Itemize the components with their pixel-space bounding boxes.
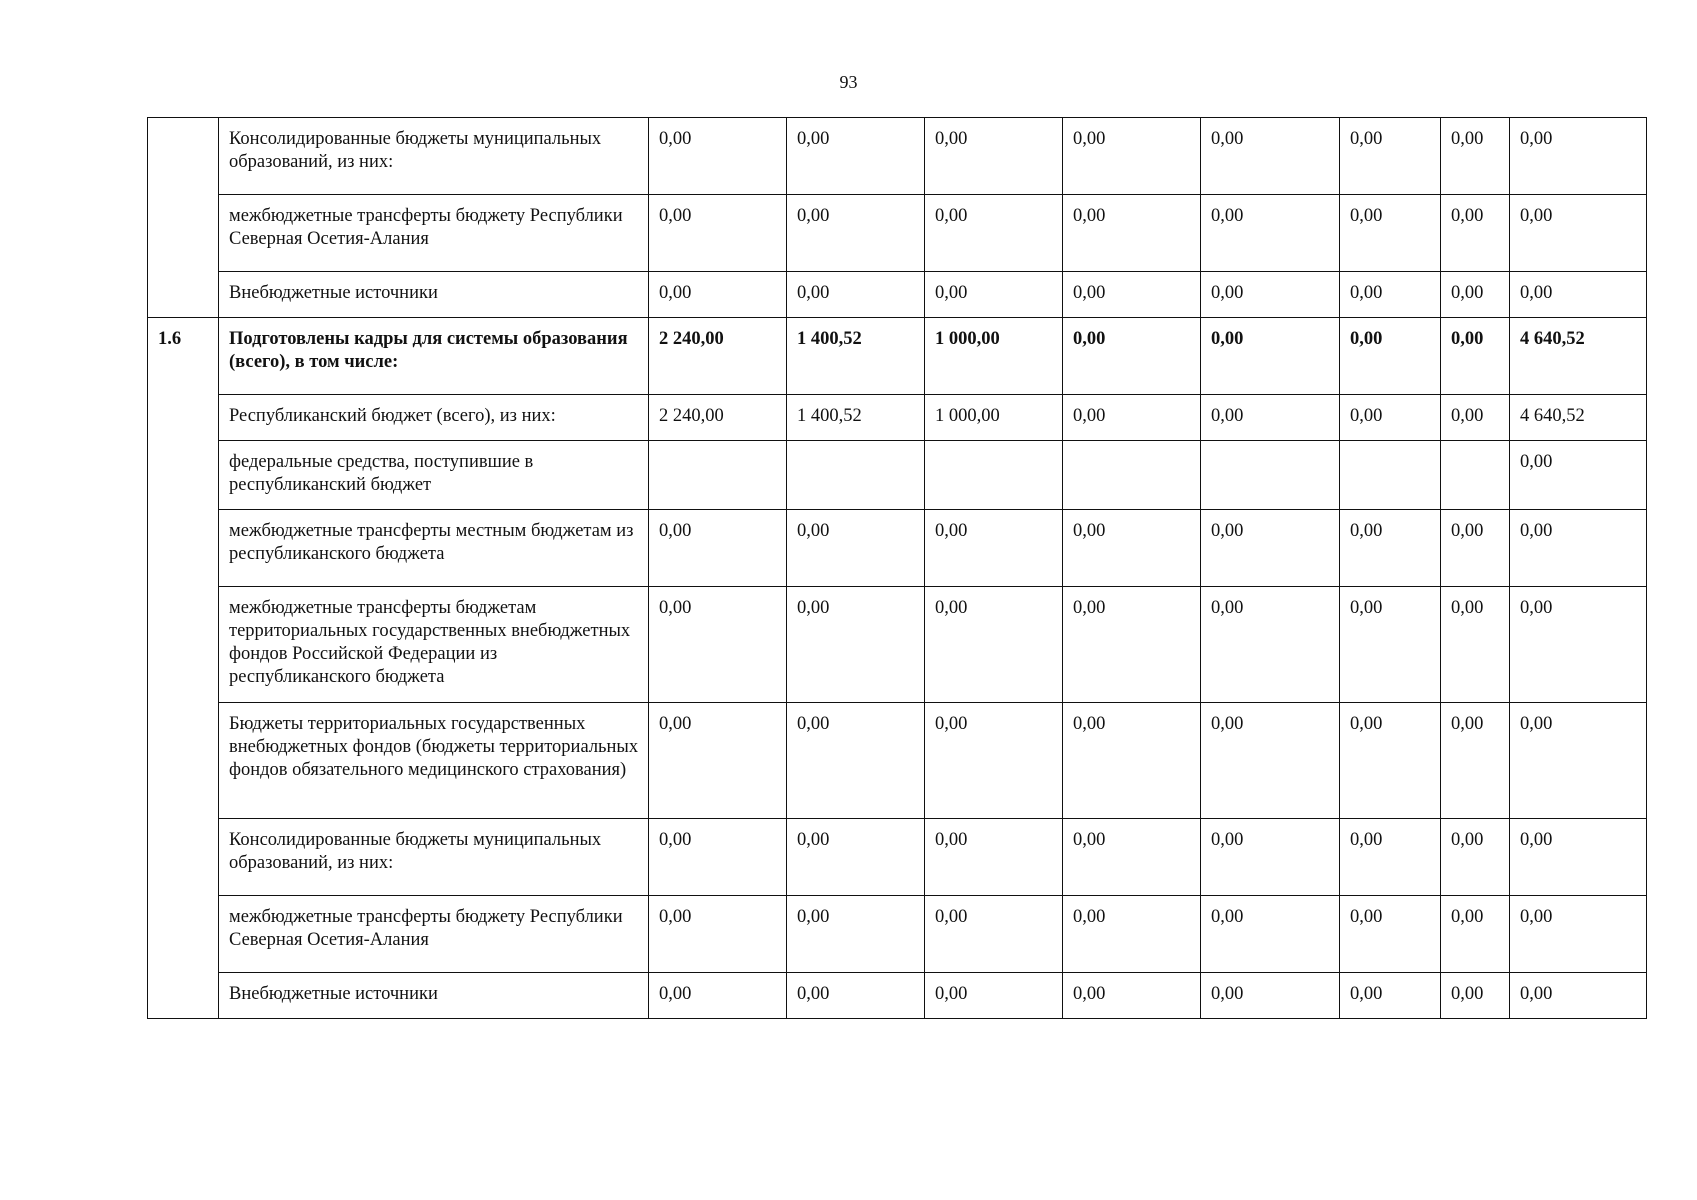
row-label: межбюджетные трансферты бюджету Республики Северная Осетия-Алания [219,195,649,272]
total-cell: 0,00 [1510,819,1647,896]
value-cell: 0,00 [1201,819,1340,896]
value-cell: 0,00 [649,272,787,318]
table-row [148,973,1647,1019]
value-cell: 0,00 [1441,819,1510,896]
value-cell: 0,00 [1063,395,1201,441]
total-cell: 0,00 [1510,896,1647,973]
table-row-header [148,318,1647,395]
value-cell: 0,00 [1201,118,1340,195]
value-cell: 0,00 [649,195,787,272]
value-cell: 0,00 [1441,118,1510,195]
value-cell: 0,00 [787,703,925,819]
value-cell [1063,441,1201,510]
value-cell [1340,441,1441,510]
value-cell: 0,00 [649,973,787,1019]
value-cell: 0,00 [1201,587,1340,703]
row-label: Республиканский бюджет (всего), из них: [219,395,649,441]
value-cell: 0,00 [1340,896,1441,973]
value-cell: 0,00 [1340,973,1441,1019]
total-cell: 0,00 [1510,703,1647,819]
value-cell: 0,00 [1201,510,1340,587]
value-cell: 0,00 [649,510,787,587]
value-cell: 0,00 [1063,587,1201,703]
value-cell: 0,00 [649,703,787,819]
value-cell: 0,00 [649,587,787,703]
value-cell [787,441,925,510]
value-cell: 1 400,52 [787,395,925,441]
value-cell: 0,00 [1340,510,1441,587]
value-cell: 0,00 [1441,272,1510,318]
budget-table [147,117,1647,1019]
value-cell: 0,00 [1201,395,1340,441]
row-label: межбюджетные трансферты местным бюджетам из республиканского бюджета [219,510,649,587]
value-cell: 0,00 [1201,896,1340,973]
total-cell: 0,00 [1510,118,1647,195]
value-cell: 0,00 [1340,587,1441,703]
row-label: Консолидированные бюджеты муниципальных образований, из них: [219,819,649,896]
value-cell: 0,00 [787,587,925,703]
item-number-cell: 1.6 [148,318,219,1019]
value-cell: 0,00 [925,272,1063,318]
value-cell: 0,00 [1340,318,1441,395]
value-cell: 0,00 [1063,819,1201,896]
value-cell: 0,00 [1441,973,1510,1019]
value-cell: 2 240,00 [649,395,787,441]
value-cell: 0,00 [925,703,1063,819]
value-cell: 0,00 [1063,118,1201,195]
value-cell: 0,00 [787,195,925,272]
value-cell [649,441,787,510]
value-cell: 0,00 [787,510,925,587]
value-cell [1201,441,1340,510]
row-label: межбюджетные трансферты бюджетам территориальных государственных внебюджетных фондов Российской Федерации из республиканского бюджета [219,587,649,703]
row-label: межбюджетные трансферты бюджету Республики Северная Осетия-Алания [219,896,649,973]
value-cell: 0,00 [1201,703,1340,819]
value-cell: 0,00 [787,118,925,195]
value-cell: 0,00 [787,896,925,973]
value-cell: 0,00 [1340,195,1441,272]
value-cell: 2 240,00 [649,318,787,395]
page-number: 93 [839,72,858,92]
total-cell: 0,00 [1510,587,1647,703]
table-row [148,703,1647,819]
value-cell: 0,00 [1063,973,1201,1019]
value-cell: 0,00 [1063,195,1201,272]
value-cell: 0,00 [649,819,787,896]
value-cell: 0,00 [1201,272,1340,318]
value-cell: 0,00 [1201,318,1340,395]
value-cell: 1 000,00 [925,318,1063,395]
value-cell: 0,00 [925,195,1063,272]
value-cell: 0,00 [925,973,1063,1019]
value-cell: 0,00 [1441,587,1510,703]
value-cell: 1 400,52 [787,318,925,395]
value-cell: 0,00 [1340,395,1441,441]
value-cell: 0,00 [1340,819,1441,896]
value-cell: 0,00 [1441,395,1510,441]
total-cell: 4 640,52 [1510,395,1647,441]
total-cell: 0,00 [1510,510,1647,587]
value-cell: 0,00 [787,272,925,318]
value-cell: 0,00 [649,118,787,195]
value-cell: 0,00 [1063,272,1201,318]
table-row [148,510,1647,587]
value-cell: 0,00 [1441,896,1510,973]
row-label: Внебюджетные источники [219,973,649,1019]
value-cell: 0,00 [1063,703,1201,819]
value-cell: 0,00 [1441,318,1510,395]
total-cell: 0,00 [1510,272,1647,318]
row-label: Консолидированные бюджеты муниципальных образований, из них: [219,118,649,195]
row-label: Внебюджетные источники [219,272,649,318]
value-cell: 0,00 [1340,118,1441,195]
value-cell: 0,00 [1340,272,1441,318]
row-label: Бюджеты территориальных государственных внебюджетных фондов (бюджеты территориальных фондов обязательного медицинского страхования) [219,703,649,819]
value-cell: 0,00 [925,819,1063,896]
value-cell: 0,00 [1441,510,1510,587]
value-cell: 0,00 [1063,318,1201,395]
row-label: Подготовлены кадры для системы образования (всего), в том числе: [219,318,649,395]
value-cell: 0,00 [1441,703,1510,819]
total-cell: 0,00 [1510,973,1647,1019]
table-row [148,587,1647,703]
table-row [148,441,1647,510]
value-cell: 0,00 [1340,703,1441,819]
value-cell: 0,00 [787,973,925,1019]
value-cell: 0,00 [787,819,925,896]
value-cell [1441,441,1510,510]
table-row [148,195,1647,272]
value-cell: 0,00 [925,587,1063,703]
value-cell: 0,00 [1441,195,1510,272]
value-cell: 0,00 [1063,510,1201,587]
table-row [148,118,1647,195]
total-cell: 0,00 [1510,195,1647,272]
value-cell: 1 000,00 [925,395,1063,441]
value-cell: 0,00 [925,510,1063,587]
value-cell: 0,00 [1201,973,1340,1019]
table-row [148,395,1647,441]
item-number-cell [148,118,219,318]
table-row [148,819,1647,896]
value-cell: 0,00 [925,896,1063,973]
value-cell [925,441,1063,510]
table-row [148,896,1647,973]
value-cell: 0,00 [649,896,787,973]
value-cell: 0,00 [1201,195,1340,272]
table-row [148,272,1647,318]
value-cell: 0,00 [925,118,1063,195]
total-cell: 0,00 [1510,441,1647,510]
row-label: федеральные средства, поступившие в республиканский бюджет [219,441,649,510]
value-cell: 0,00 [1063,896,1201,973]
total-cell: 4 640,52 [1510,318,1647,395]
